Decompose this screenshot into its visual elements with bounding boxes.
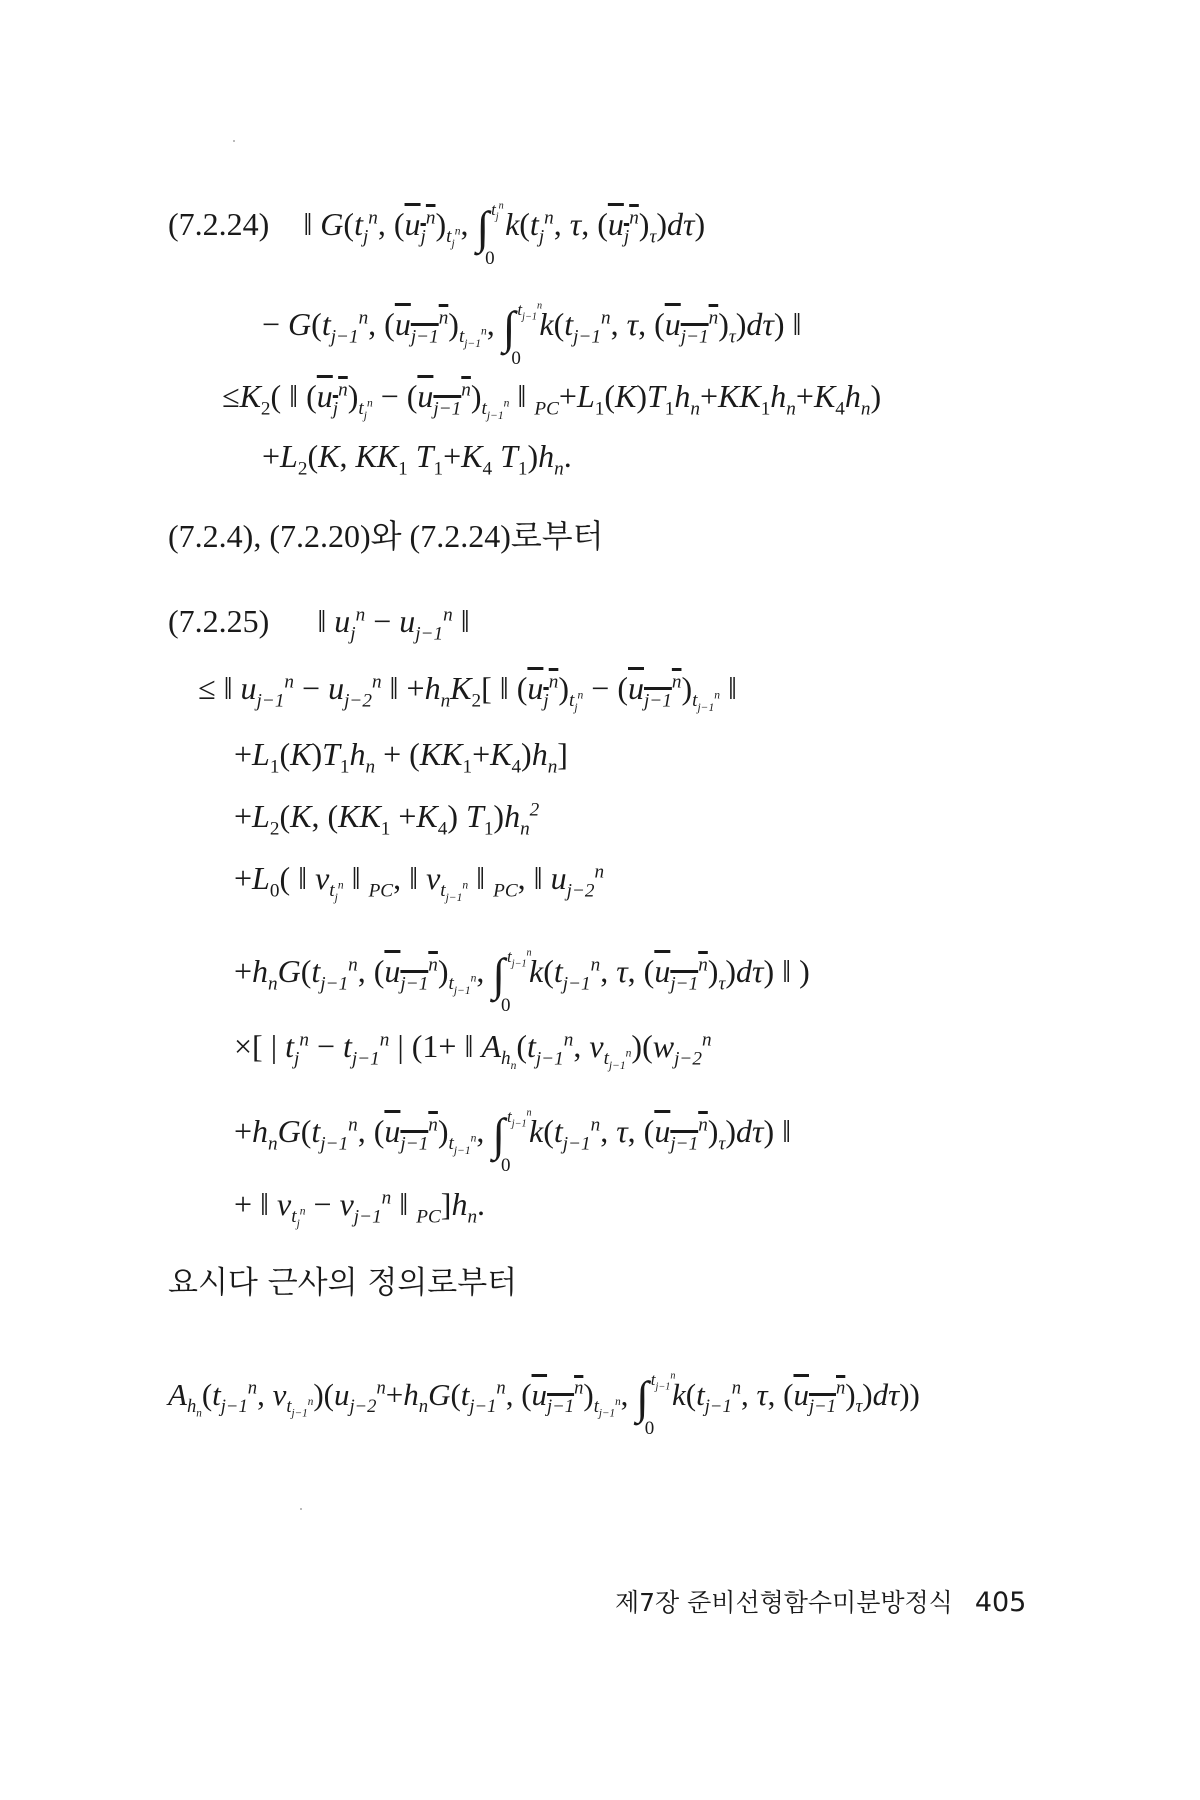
page-footer [615, 1583, 1026, 1619]
equation-7-2-25-line-8: $+h_nG(t_{j-1}^n$, $(u_{j-1}^n)_{t_{j-1}^n}$, ∫ $t_{j-1}^n$ 0 $k(t_{j-1}^n$, τ, $(u_{j-1}^n)_\tau)d\tau$) ‖ [234, 1107, 792, 1176]
body-text: (7.2.4), (7.2.20)와 (7.2.24)로부터 [168, 518, 604, 554]
equation-7-2-24-line-1 [168, 200, 706, 269]
equation-7-2-24-line-4: $+L_2(K$, $KK_1$ $T_1+K_4$ $T_1)h_n$. [262, 438, 572, 480]
body-text: 요시다 근사의 정의로부터 [168, 1265, 518, 1301]
scan-speck [233, 140, 235, 142]
scan-speck [300, 1508, 302, 1510]
equation-yosida-approximation: $A_{h_n}(t_{j-1}^n$, $v_{t_{j-1}^n})(u_{j-2}^n+h_nG(t_{j-1}^n$, $(u_{j-1}^n)_{t_{j-1}^n}$, ∫ $t_{j-1}^n$ 0 $k(t_{j-1}^n$, τ, $(u_{j-1}^n)_\tau)d\tau$)) [168, 1370, 920, 1439]
equation-number: (7.2.25) [168, 603, 270, 639]
page-number: 405 [974, 1587, 1027, 1618]
equation-7-2-25-line-1 [168, 603, 470, 645]
equation-7-2-24-line-3: $\le K_2$( ‖ $(u_j^n)_{t_j^n} - (u_{j-1}^n)_{t_{j-1}^n}$ ‖ $_{PC}+L_1(K)T_1h_n+KK_1h_n+K_4h_n$) [222, 378, 882, 423]
equation-7-2-25-line-5: $+L_0$( ‖ $v_{t_j^n}$ ‖ $_{PC}$, ‖ $v_{t_{j-1}^n}$ ‖ $_{PC}$, ‖ $u_{j-2}^n$ [234, 860, 605, 905]
equation-7-2-25-line-4: $+L_2(K$, $(KK_1 +K_4)$ $T_1)h_n^2$ [234, 798, 540, 840]
equation-7-2-25-line-9: + ‖ $v_{t_j^n} - v_{j-1}^n$ ‖ $_{PC}]h_n$. [234, 1186, 486, 1231]
equation-7-2-24-line-2: − $G(t_{j-1}^n$, $(u_{j-1}^n)_{t_{j-1}^n}$, ∫ $t_{j-1}^n$ 0 $k(t_{j-1}^n$, τ, $(u_{j-1}^n)_\tau)d\tau$) ‖ [262, 300, 802, 369]
equation-7-2-25-line-3: $+L_1(K)T_1h_n + (KK_1+K_4)h_n$] [234, 736, 568, 778]
equation-7-2-25-line-7: ×[ | $t_j^n - t_{j-1}^n$ | (1+ ‖ $A_{h_n}(t_{j-1}^n$, $v_{t_{j-1}^n})(w_{j-2}^n$ [234, 1028, 712, 1073]
equation-7-2-25-line-6: $+h_nG(t_{j-1}^n$, $(u_{j-1}^n)_{t_{j-1}^n}$, ∫ $t_{j-1}^n$ 0 $k(t_{j-1}^n$, τ, $(u_{j-1}^n)_\tau)d\tau$) ‖ ) [234, 947, 810, 1016]
equation-7-2-25-line-2: ≤ ‖ $u_{j-1}^n - u_{j-2}^n$ ‖ $+h_nK_2$[ ‖ $(u_j^n)_{t_j^n} - (u_{j-1}^n)_{t_{j-1}^n}$ ‖ [198, 670, 737, 715]
equation-number: (7.2.24) [168, 206, 270, 242]
chapter-title: 제7장 준비선형함수미분방정식 [615, 1588, 953, 1617]
math-expression: ‖ $u_j^n - u_{j-1}^n$ ‖ [317, 603, 470, 645]
math-expression: ‖ $G(t_j^n$, $(u_j^n)_{t_j^n}$, ∫ $t_j^n$ 0 $k(t_j^n$, τ, $(u_j^n)_\tau)d\tau$) [303, 200, 706, 269]
